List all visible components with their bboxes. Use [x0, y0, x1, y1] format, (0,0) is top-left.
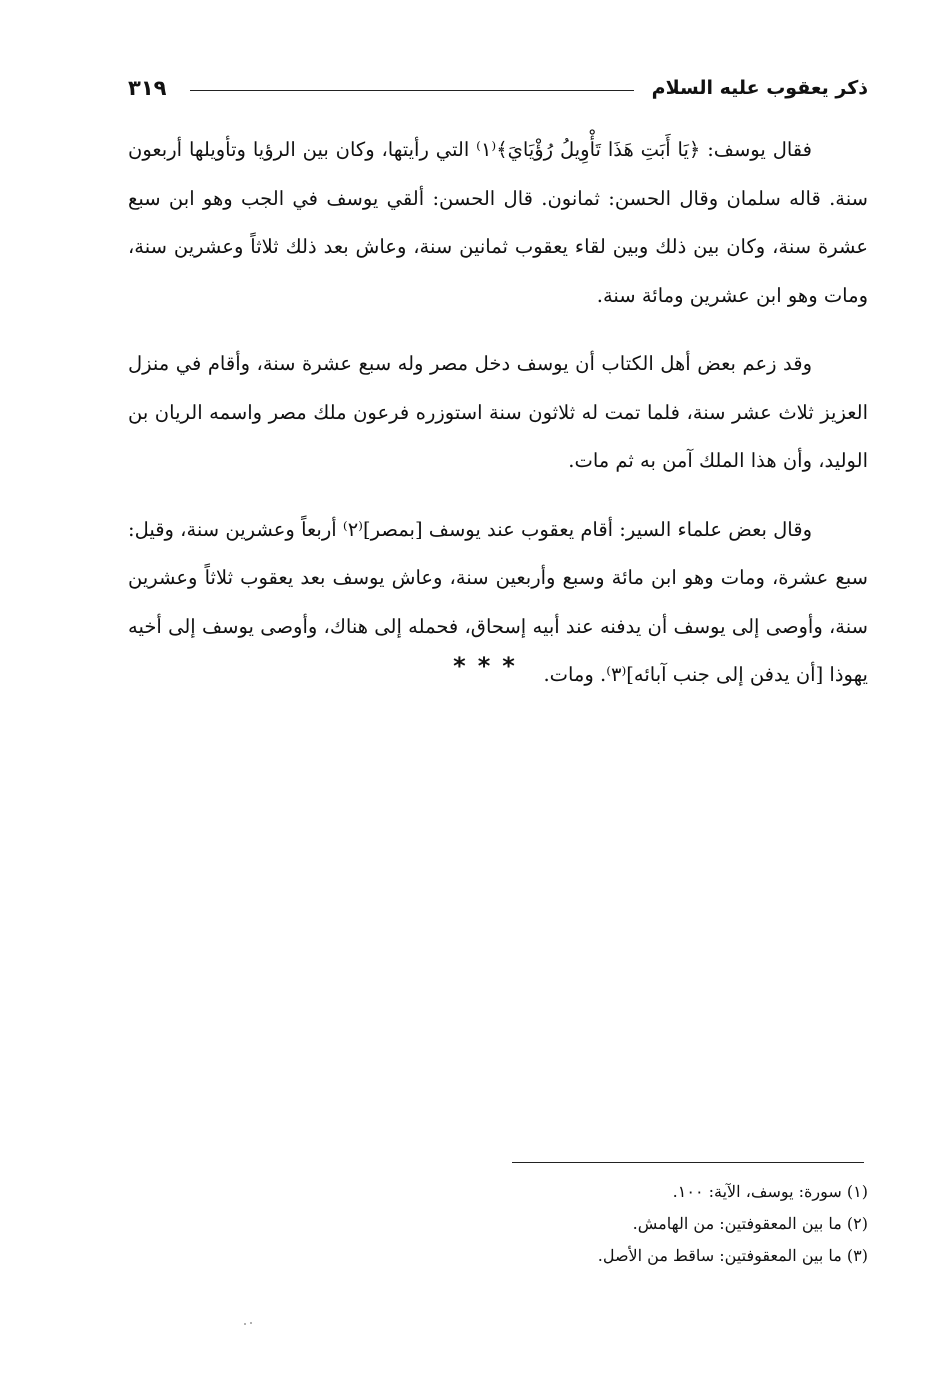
- paragraph-2: وقد زعم بعض أهل الكتاب أن يوسف دخل مصر وله سبع عشرة سنة، وأقام في منزل العزيز ثلاث عشر سنة، فلما تمت له ثلاثون سنة استوزره فرعون ملك مصر واسمه الريان بن الوليد، وأن هذا الملك آمن به ثم مات.: [128, 352, 868, 472]
- footnote-2: (٢) ما بين المعقوفتين: من الهامش.: [632, 1214, 868, 1233]
- main-text: [128, 126, 868, 720]
- paragraph-3: وقال بعض علماء السير: أقام يعقوب عند يوسف [بمصر]⁽٢⁾ أربعاً وعشرين سنة، وقيل: سبع عشرة، ومات وهو ابن مائة وسبع وأربعين سنة، وعاش يوسف بعد يعقوب ثلاثاً وعشرين سنة، وأوصى إلى يوسف أن يدفنه عند أبيه إسحاق، فحمله إلى هناك، وأوصى يوسف إلى أخيه يهوذا [أن يدفن إلى جنب آبائه]⁽٣⁾. ومات.: [128, 517, 868, 686]
- footnote-rule: [512, 1162, 864, 1163]
- footnote-1: (١) سورة: يوسف، الآية: ١٠٠.: [672, 1182, 868, 1201]
- footnotes: [420, 1176, 868, 1272]
- footnote-3: (٣) ما بين المعقوفتين: ساقط من الأصل.: [597, 1246, 868, 1265]
- page-number: ٣١٩: [128, 76, 167, 100]
- scan-speck: [244, 1322, 258, 1326]
- running-title: ذكر يعقوب عليه السلام: [651, 77, 868, 99]
- section-separator: ***: [453, 652, 527, 680]
- page-header: [128, 68, 868, 108]
- header-rule: [190, 90, 633, 91]
- paragraph-1: فقال يوسف: ﴿يَا أَبَتِ هَذَا تَأْوِيلُ رُؤْيَايَ﴾⁽١⁾ التي رأيتها، وكان بين الرؤيا وتأويلها أربعون سنة. قاله سلمان وقال الحسن: ثمانون. قال الحسن: ألقي يوسف في الجب وهو ابن سبع عشرة سنة، وكان بين ذلك وبين لقاء يعقوب ثمانين سنة، وعاش بعد ذلك ثلاثاً وعشرين سنة، ومات وهو ابن عشرين ومائة سنة.: [128, 138, 868, 307]
